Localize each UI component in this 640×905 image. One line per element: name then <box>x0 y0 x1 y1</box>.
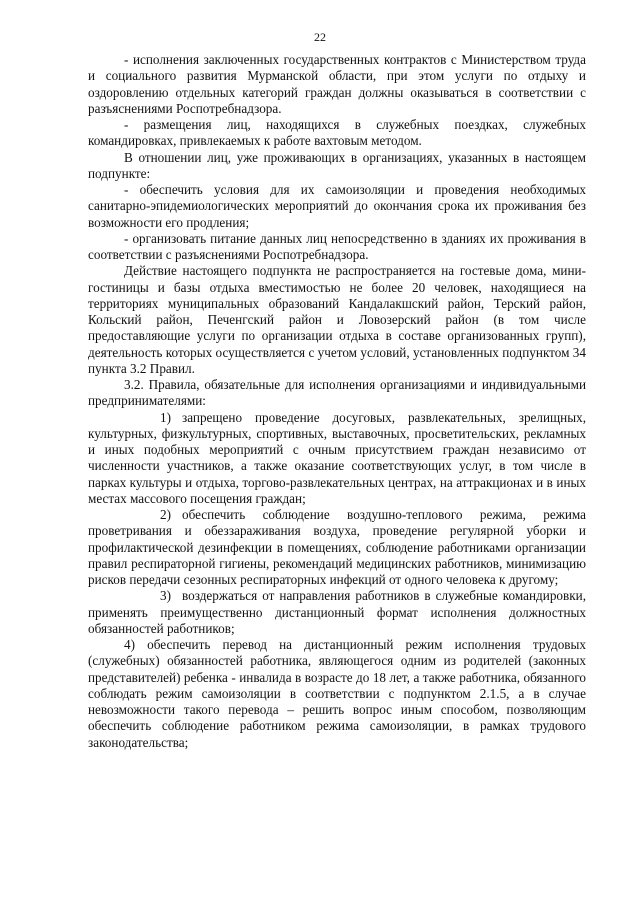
list-marker: 1) <box>160 409 171 425</box>
page-number: 22 <box>314 30 326 44</box>
paragraph-text: - организовать питание данных лиц непосредственно в зданиях их проживания в соответствии с разъяснениями Роспотребнадзора. <box>88 230 586 262</box>
list-marker: 3) <box>160 588 171 604</box>
document-body <box>88 52 586 751</box>
list-marker: 2) <box>160 507 171 522</box>
list-item-1 <box>88 410 586 508</box>
paragraph-exemption <box>88 263 586 377</box>
paragraph-self-isolation <box>88 182 586 231</box>
paragraph-text: - обеспечить условия для их самоизоляции и проведения необходимых санитарно-эпидемиологических мероприятий до окончания срока их проживания без возможности его продления; <box>88 182 586 230</box>
paragraph-text: - размещения лиц, находящихся в служебных поездках, служебных командировках, привлекаемых к работе вахтовым методом. <box>88 117 586 149</box>
paragraph-residents <box>88 150 586 183</box>
paragraph-text: 4) обеспечить перевод на дистанционный режим исполнения трудовых (служебных) обязанностей работника, являющегося одним из родителей (законных представителей) ребенка - инвалида в возрасте до 18 лет, а также работника, обязанного соблюдать режим самоизоляции в соответствии с подпунктом 2.1.5, а в случае невозможности такого перевода – решить вопрос иным способом, позволяющим обеспечить соблюдение работником режима самоизоляции, в рамках трудового законодательства; <box>88 637 586 750</box>
paragraph-text: воздержаться от направления работников в служебные командировки, применять преимущественно дистанционный формат исполнения должностных обязанностей работников; <box>88 588 586 636</box>
paragraph-text: запрещено проведение досуговых, развлекательных, зрелищных, культурных, физкультурных, спортивных, выставочных, просветительских, рекламных и иных подобных мероприятий с очным присутствием граждан независимо от численности участников, а также оказание соответствующих услуг, в том числе в парках культуры и отдыха, торгово-развлекательных центрах, на аттракционах и в иных местах массового посещения граждан; <box>88 409 586 506</box>
paragraph-contracts <box>88 52 586 117</box>
paragraph-text: - исполнения заключенных государственных контрактов с Министерством труда и социального развития Мурманской области, при этом услуги по отдыху и оздоровлению отдельных категорий граждан должны оказываться в соответствии с разъяснениями Роспотребнадзора. <box>88 52 586 116</box>
paragraph-text: Действие настоящего подпункта не распространяется на гостевые дома, мини-гостиницы и базы отдыха вместимостью не более 20 человек, находящиеся на территориях муниципальных образований Кандалакшский район, Терский район, Кольский район, Печенгский район и Ловозерский район (в том числе предоставляющие услуги по организации отдыха в составе организованных групп), деятельность которых осуществляется с учетом условий, установленных подпунктом 34 пункта 3.2 Правил. <box>88 263 586 376</box>
paragraph-catering <box>88 231 586 264</box>
list-item-3 <box>88 588 586 637</box>
paragraph-text: В отношении лиц, уже проживающих в организациях, указанных в настоящем подпункте: <box>88 149 586 181</box>
list-item-2 <box>88 507 586 588</box>
paragraph-text: 3.2. Правила, обязательные для исполнения организациями и индивидуальными предпринимателями: <box>88 377 586 409</box>
paragraph-business-trips <box>88 117 586 150</box>
paragraph-text: обеспечить соблюдение воздушно-теплового режима, режима проветривания и обеззараживания воздуха, проведение регулярной уборки и профилактической дезинфекции в помещениях, соблюдение работниками организации правил респираторной гигиены, рекомендаций медицинских работников, минимизацию рисков передачи сезонных респираторных инфекций от одного человека к другому; <box>88 507 586 587</box>
list-item-4 <box>88 637 586 751</box>
paragraph-rules-heading <box>88 377 586 410</box>
